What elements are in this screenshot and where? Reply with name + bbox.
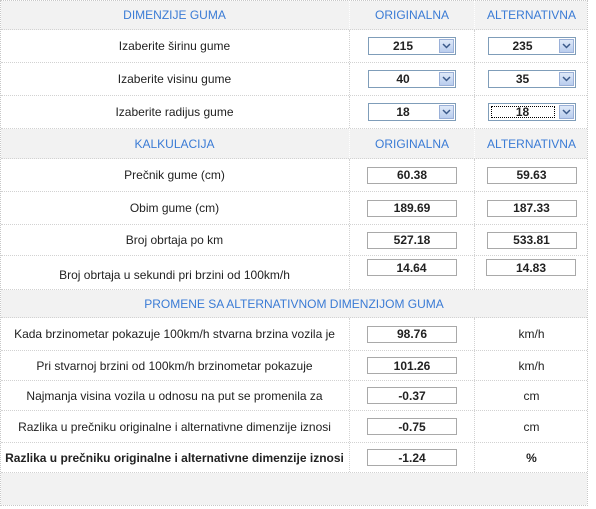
chevron-down-icon[interactable] — [559, 72, 574, 86]
speedometer-value: 101.26 — [367, 357, 457, 374]
revolutions-sec-row — [1, 256, 587, 290]
width-original-value: 215 — [392, 39, 414, 53]
height-original-value: 40 — [396, 72, 410, 86]
diameter-diff-pct-unit: % — [474, 443, 588, 472]
revolutions-sec-original-value: 14.64 — [367, 259, 457, 276]
real-speed-value: 98.76 — [367, 326, 457, 343]
width-alternative-value: 235 — [512, 39, 533, 53]
diameter-diff-pct-label: Razlika u prečniku originalne i alternativne dimenzije iznosi — [5, 450, 344, 465]
revolutions-km-original-value: 527.18 — [367, 232, 457, 249]
calculation-header-row — [1, 129, 587, 159]
radius-alternative-value: 18 — [489, 104, 557, 120]
changes-header-label: PROMENE SA ALTERNATIVNOM DIMENZIJOM GUMA — [144, 296, 444, 311]
real-speed-label: Kada brzinometar pokazuje 100km/h stvarna brzina vozila je — [14, 327, 335, 341]
revolutions-km-alternative-value: 533.81 — [487, 232, 577, 249]
circumference-alternative-value: 187.33 — [487, 200, 577, 217]
real-speed-unit: km/h — [474, 318, 588, 350]
dimensions-header-original: ORIGINALNA — [349, 1, 474, 29]
diameter-diff-pct-row — [1, 443, 587, 473]
circumference-original-value: 189.69 — [367, 200, 457, 217]
ground-clearance-value: -0.37 — [367, 387, 457, 404]
real-speed-row — [1, 318, 587, 351]
radius-label: Izaberite radijus gume — [115, 105, 234, 119]
dimensions-header-label: DIMENZIJE GUMA — [123, 8, 226, 22]
diameter-diff-cm-unit: cm — [474, 411, 588, 442]
diameter-row — [1, 159, 587, 192]
chevron-down-icon[interactable] — [439, 72, 454, 86]
width-row — [1, 30, 587, 63]
revolutions-sec-alternative-value: 14.83 — [486, 259, 576, 276]
height-row — [1, 63, 587, 96]
diameter-label: Prečnik gume (cm) — [124, 168, 225, 182]
diameter-diff-cm-value: -0.75 — [367, 418, 457, 435]
revolutions-km-label: Broj obrtaja po km — [125, 233, 224, 247]
radius-original-value: 18 — [396, 105, 410, 119]
chevron-down-icon[interactable] — [559, 105, 574, 119]
diameter-diff-pct-value: -1.24 — [367, 449, 457, 466]
width-label: Izaberite širinu gume — [118, 39, 231, 53]
height-original-select[interactable] — [368, 70, 456, 88]
radius-row — [1, 96, 587, 129]
chevron-down-icon[interactable] — [439, 39, 454, 53]
height-alternative-value: 35 — [515, 72, 530, 86]
ground-clearance-label: Najmanja visina vozila u odnosu na put se promenila za — [26, 388, 323, 403]
calculation-header-original: ORIGINALNA — [349, 129, 474, 158]
footer-row — [1, 473, 587, 505]
circumference-row — [1, 192, 587, 225]
radius-original-select[interactable] — [368, 103, 456, 121]
ground-clearance-unit: cm — [474, 381, 588, 410]
calculation-header-label: KALKULACIJA — [134, 136, 215, 151]
chevron-down-icon[interactable] — [439, 105, 454, 119]
diameter-diff-cm-label: Razlika u prečniku originalne i alternativne dimenzije iznosi — [18, 419, 331, 434]
speedometer-unit: km/h — [474, 351, 588, 380]
width-alternative-select[interactable] — [488, 37, 576, 55]
ground-clearance-row — [1, 381, 587, 411]
revolutions-sec-label: Broj obrtaja u sekundi pri brzini od 100km/h — [59, 268, 290, 282]
speedometer-row — [1, 351, 587, 381]
revolutions-km-row — [1, 225, 587, 256]
diameter-alternative-value: 59.63 — [487, 167, 577, 184]
changes-header-row — [1, 290, 587, 318]
chevron-down-icon[interactable] — [559, 39, 574, 53]
dimensions-header-row — [1, 1, 587, 30]
dimensions-header-alternative: ALTERNATIVNA — [474, 1, 588, 29]
calculation-header-alternative: ALTERNATIVNA — [474, 129, 588, 158]
diameter-diff-cm-row — [1, 411, 587, 443]
radius-alternative-select[interactable] — [488, 103, 576, 121]
circumference-label: Obim gume (cm) — [129, 201, 220, 215]
width-original-select[interactable] — [368, 37, 456, 55]
height-label: Izaberite visinu gume — [117, 72, 232, 86]
height-alternative-select[interactable] — [488, 70, 576, 88]
diameter-original-value: 60.38 — [367, 167, 457, 184]
speedometer-label: Pri stvarnoj brzini od 100km/h brzinometar pokazuje — [36, 358, 313, 373]
